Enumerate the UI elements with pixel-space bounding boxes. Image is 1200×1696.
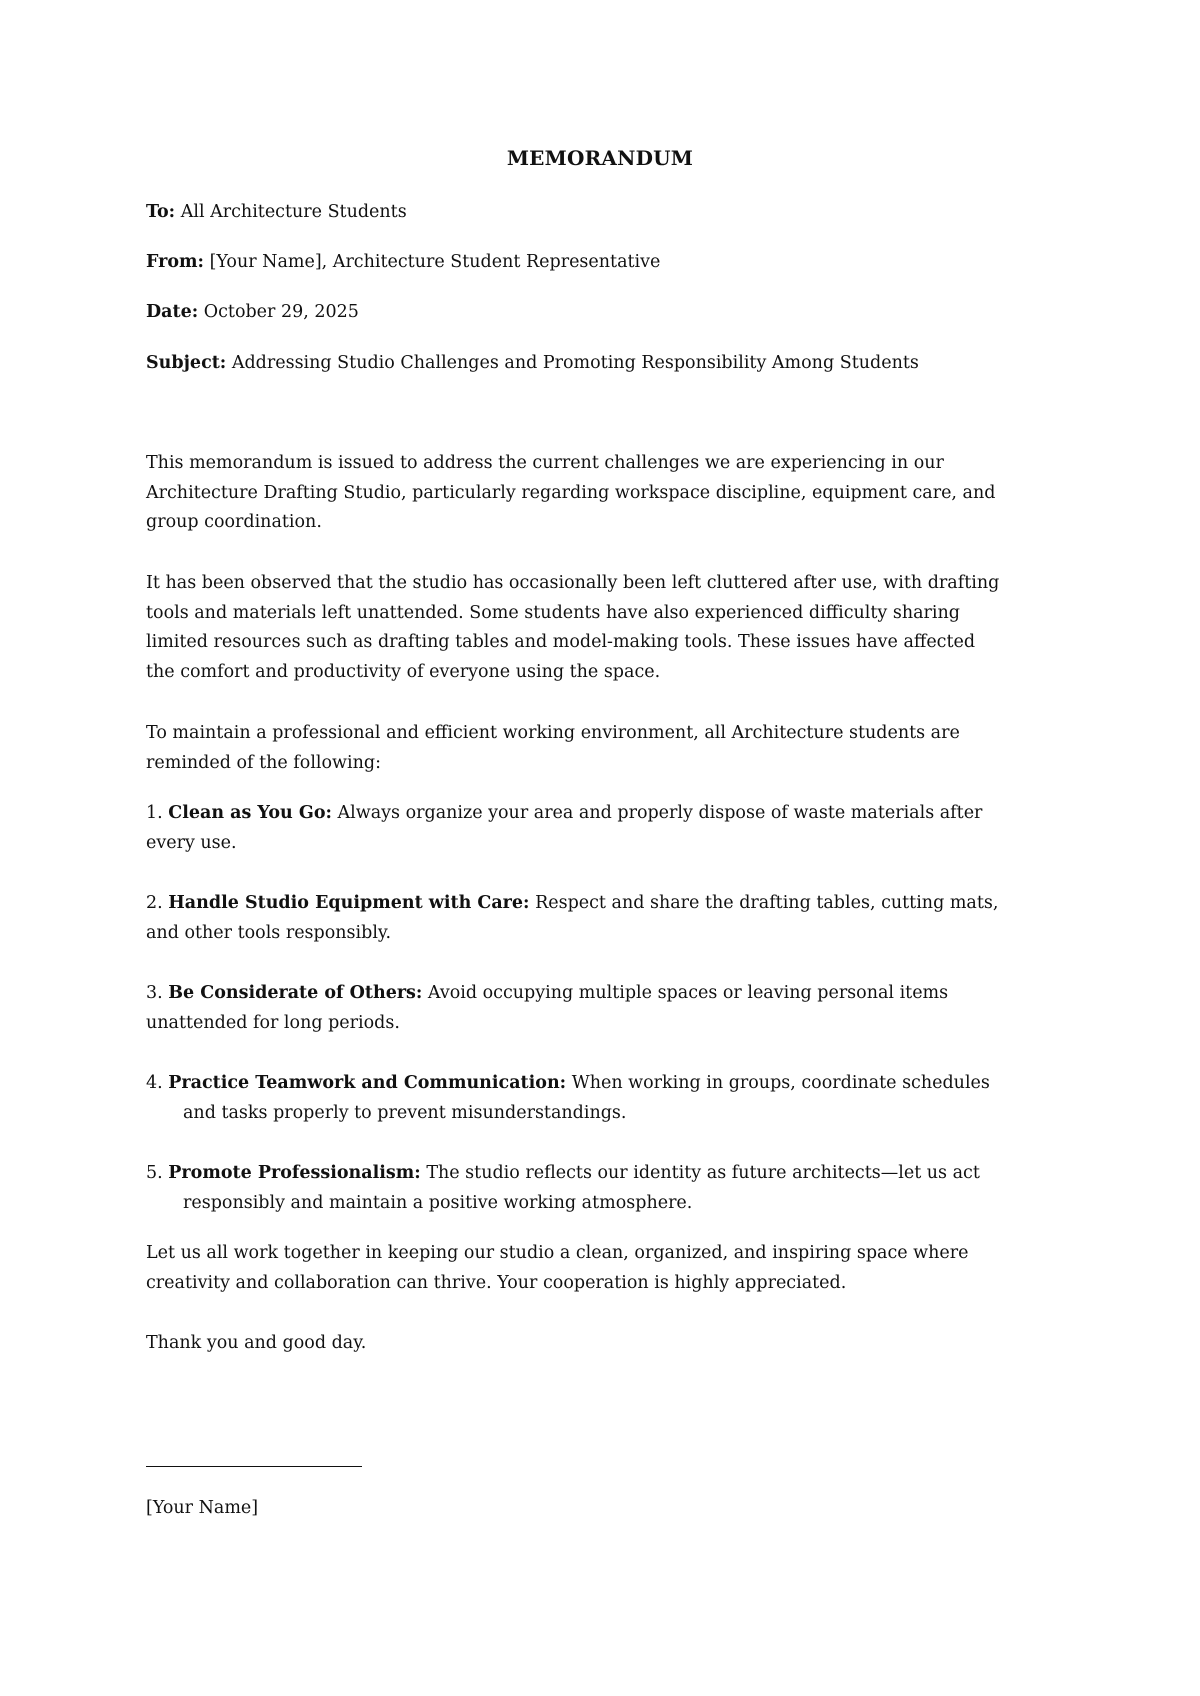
intro-line: Architecture Drafting Studio, particularly regarding workspace discipline, equipment care, and bbox=[146, 482, 996, 503]
item-label: Handle Studio Equipment with Care: bbox=[168, 893, 530, 913]
list-item bbox=[146, 1069, 1066, 1128]
item-label: Be Considerate of Others: bbox=[168, 983, 423, 1003]
item-text: When working in groups, coordinate schedules bbox=[566, 1073, 990, 1093]
intro-paragraph bbox=[146, 449, 1066, 538]
item-text-continued: responsibly and maintain a positive working atmosphere. bbox=[183, 1192, 693, 1213]
from-line bbox=[146, 248, 1066, 277]
signature-line bbox=[146, 1466, 362, 1467]
closing-line: Let us all work together in keeping our studio a clean, organized, and inspiring space where bbox=[146, 1243, 969, 1263]
item-number: 5. bbox=[146, 1163, 169, 1183]
observation-paragraph bbox=[146, 569, 1066, 687]
thanks-text: Thank you and good day. bbox=[146, 1333, 367, 1353]
item-number: 2. bbox=[146, 893, 169, 913]
signature-name: [Your Name] bbox=[146, 1498, 259, 1518]
item-text: The studio reflects our identity as future architects—let us act bbox=[420, 1163, 980, 1183]
item-text-continued: every use. bbox=[146, 832, 237, 853]
list-item bbox=[146, 889, 1066, 948]
date-value: October 29, 2025 bbox=[198, 302, 359, 322]
item-label: Promote Professionalism: bbox=[168, 1163, 421, 1183]
to-line bbox=[146, 198, 1066, 227]
reminder-line: reminded of the following: bbox=[146, 752, 381, 773]
item-text: Always organize your area and properly dispose of waste materials after bbox=[331, 803, 983, 823]
closing-line: creativity and collaboration can thrive. Your cooperation is highly appreciated. bbox=[146, 1272, 847, 1293]
item-text-continued: unattended for long periods. bbox=[146, 1012, 400, 1033]
list-item bbox=[146, 1159, 1066, 1218]
from-label: From: bbox=[146, 252, 204, 272]
closing-paragraph bbox=[146, 1239, 1066, 1298]
observation-line: It has been observed that the studio has occasionally been left cluttered after use, with drafting bbox=[146, 573, 1000, 593]
reminder-line: To maintain a professional and efficient working environment, all Architecture students are bbox=[146, 723, 960, 743]
from-value: [Your Name], Architecture Student Representative bbox=[204, 252, 661, 272]
observation-line: tools and materials left unattended. Some students have also experienced difficulty sharing bbox=[146, 602, 960, 623]
subject-value: Addressing Studio Challenges and Promoting Responsibility Among Students bbox=[226, 353, 919, 373]
list-item bbox=[146, 799, 1066, 858]
to-label: To: bbox=[146, 202, 176, 222]
intro-line: This memorandum is issued to address the current challenges we are experiencing in our bbox=[146, 453, 944, 473]
item-text-continued: and other tools responsibly. bbox=[146, 922, 392, 943]
subject-label: Subject: bbox=[146, 353, 227, 373]
observation-line: the comfort and productivity of everyone using the space. bbox=[146, 661, 661, 682]
subject-line bbox=[146, 349, 1066, 378]
list-item bbox=[146, 979, 1066, 1038]
memo-title: MEMORANDUM bbox=[506, 146, 694, 170]
observation-line: limited resources such as drafting tables and model-making tools. These issues have affected bbox=[146, 632, 976, 652]
item-label: Clean as You Go: bbox=[168, 803, 332, 823]
intro-line: group coordination. bbox=[146, 512, 322, 532]
to-value: All Architecture Students bbox=[175, 202, 407, 222]
date-label: Date: bbox=[146, 302, 199, 322]
item-number: 1. bbox=[146, 803, 169, 823]
item-number: 4. bbox=[146, 1073, 169, 1093]
reminder-paragraph bbox=[146, 719, 1066, 778]
item-number: 3. bbox=[146, 983, 169, 1003]
item-text: Avoid occupying multiple spaces or leaving personal items bbox=[422, 983, 949, 1003]
item-label: Practice Teamwork and Communication: bbox=[168, 1073, 567, 1093]
item-text-continued: and tasks properly to prevent misunderstandings. bbox=[183, 1102, 627, 1123]
thanks-line bbox=[146, 1329, 1066, 1359]
item-text: Respect and share the drafting tables, cutting mats, bbox=[529, 893, 999, 913]
date-line bbox=[146, 298, 1066, 327]
